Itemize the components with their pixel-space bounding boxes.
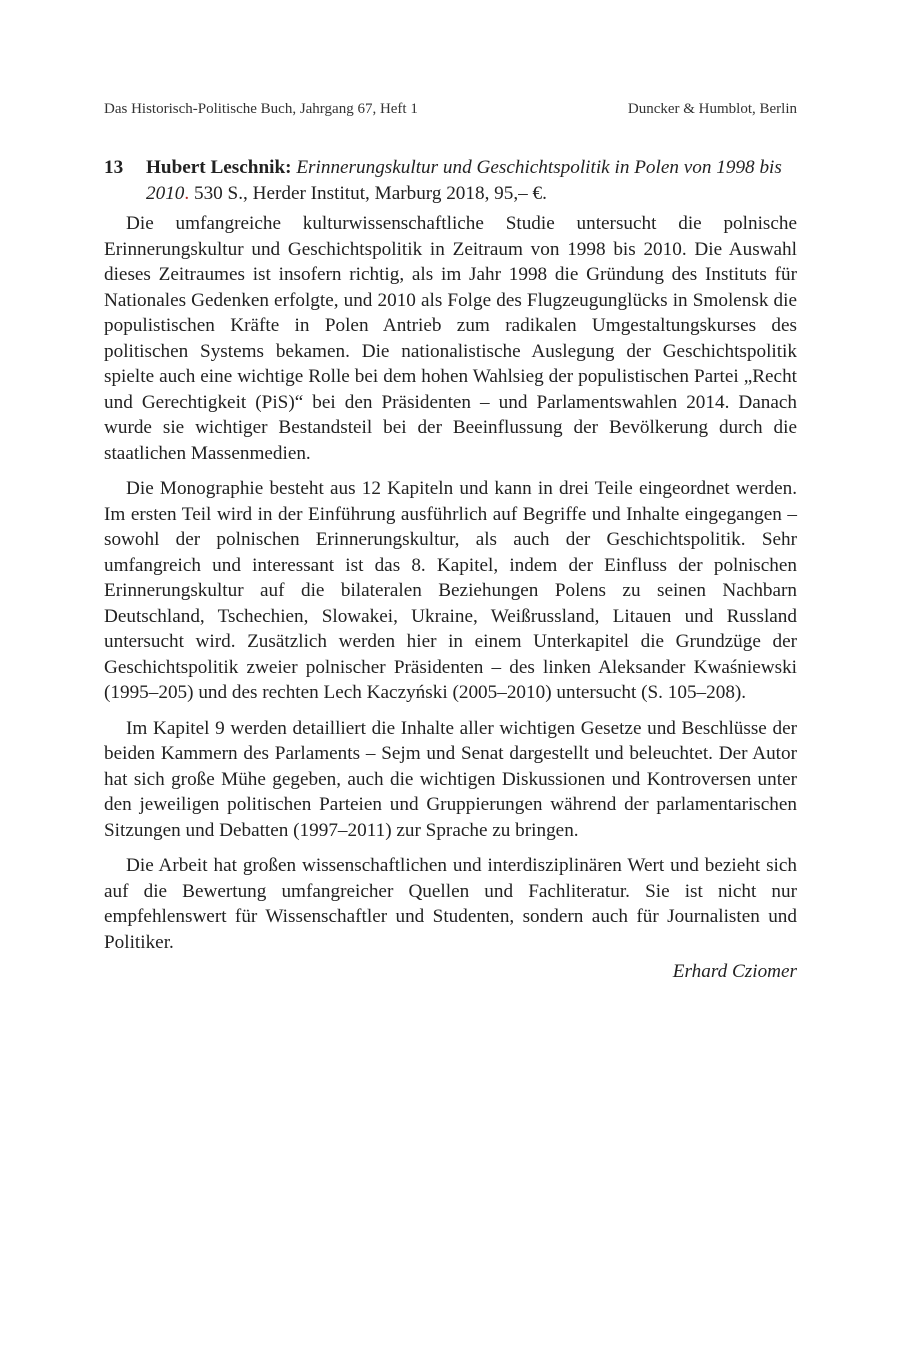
book-details: 530 S., Herder Institut, Marburg 2018, 95,– €.	[189, 182, 547, 204]
review-paragraph-3: Im Kapitel 9 werden detailliert die Inhalte aller wichtigen Gesetze und Beschlüsse der beiden Kammern des Parlaments – Sejm und Senat dargestellt und beleuchtet. Der Autor hat sich große Mühe gegeben, auch die wichtigen Diskussionen und Kontroversen unter den jeweiligen politischen Parteien und Gruppierungen während der parlamentarischen Sitzungen und Debatten (1997–2011) zur Sprache zu bringen.	[104, 717, 797, 841]
title-period: .	[184, 182, 190, 204]
review-paragraph-4: Die Arbeit hat großen wissenschaftlichen und interdisziplinären Wert und bezieht sich auf die Bewertung umfangreicher Quellen und Fachliteratur. Sie ist nicht nur empfehlenswert für Wissenschaftler und Studenten, sondern auch für Journalisten und Politiker.	[104, 855, 797, 953]
review-paragraph-1: Die umfangreiche kulturwissenschaftliche Studie untersucht die polnische Erinnerungskultur und Geschichtspolitik in Zeitraum von 1998 bis 2010. Die Auswahl dieses Zeitraumes ist insofern richtig, als im Jahr 1998 die Gründung des Instituts für Nationales Gedenken erfolgte, und 2010 als Folge des Flugzeugunglücks in Smolensk die populistischen Kräfte in Polen Antrieb zum radikalen Umgestaltungskurses des politischen Systems bekamen. Die nationalistische Auslegung der Geschichtspolitik spielte auch eine wichtige Rolle bei dem hohen Wahlsieg der populistischen Partei „Recht und Gerechtigkeit (PiS)“ bei den Präsidenten – und Parlamentswahlen 2014. Danach wurde sie wichtiger Bestandsteil bei der Beeinflussung der Bevölkerung durch die staatlichen Massenmedien.	[104, 213, 797, 464]
book-author: Hubert Leschnik:	[146, 157, 292, 178]
book-entry	[104, 155, 797, 206]
review-paragraph-2: Die Monographie besteht aus 12 Kapiteln und kann in drei Teile eingeordnet werden. Im ersten Teil wird in der Einführung ausführlich auf Begriffe und Inhalte eingegangen – sowohl der polnischen Erinnerungskultur, als auch der Geschichtspolitik. Sehr umfangreich und interessant ist das 8. Kapitel, indem der Einfluss der polnischen Erinnerungskultur auf die bilateralen Beziehungen Polens zu seinen Nachbarn Deutschland, Tschechien, Slowakei, Ukraine, Weißrussland, Litauen und Russland untersucht wird. Zusätzlich werden hier in einem Unterkapitel die Grundzüge der Geschichtspolitik zweier polnischer Präsidenten – des linken Aleksander Kwaśniewski (1995–205) und des rechten Lech Kaczyński (2005–2010) untersucht (S. 105–208).	[104, 478, 797, 703]
book-citation	[146, 155, 797, 206]
journal-header: Das Historisch-Politische Buch, Jahrgang 67, Heft 1	[104, 101, 418, 117]
book-title: Erinnerungskultur und Geschichtspolitik in Polen von 1998	[296, 157, 755, 178]
book-title-end: bis 2010	[146, 157, 782, 204]
running-header	[104, 101, 797, 118]
entry-number: 13	[104, 157, 124, 178]
publisher-header: Duncker & Humblot, Berlin	[627, 101, 797, 117]
review-body	[104, 211, 797, 985]
reviewer-name: Erhard Cziomer	[672, 961, 797, 982]
